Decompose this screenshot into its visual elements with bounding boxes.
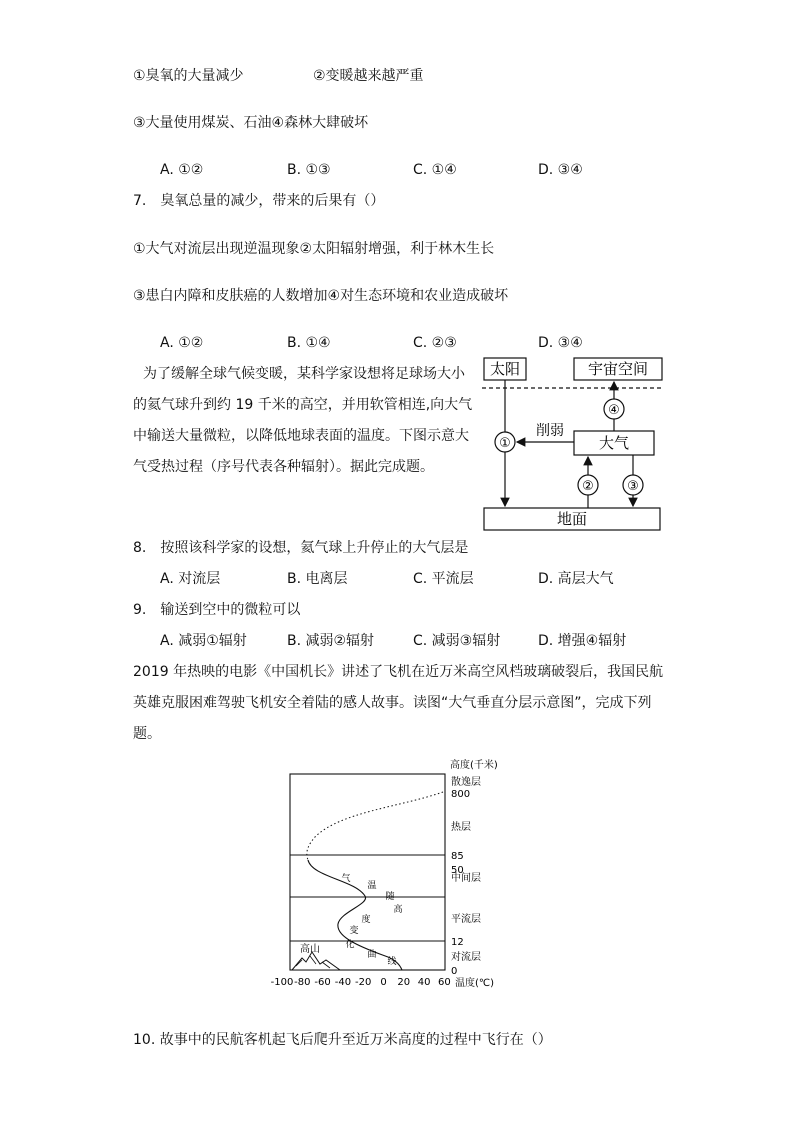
mountain-label: 高山: [300, 944, 320, 955]
passage-1-line: 的氦气球升到约 19 千米的高空，并用软管相连,向大气: [133, 397, 473, 413]
q9-stem: 9. 输送到空中的微粒可以: [133, 602, 301, 618]
q6-option-d[interactable]: D. ③④: [538, 162, 583, 178]
radiation-1-label: ①: [499, 436, 511, 451]
temperature-curve-dotted: [307, 792, 443, 860]
curve-label-char: 随: [385, 892, 395, 902]
q6-item-2: ②变暖越来越严重: [313, 68, 424, 84]
x-tick-label: -20: [355, 977, 372, 988]
height-axis-title: 高度(千米): [450, 760, 498, 771]
curve-label-char: 温: [367, 881, 377, 891]
height-tick-label: 50: [451, 865, 464, 876]
passage-2-line: 2019 年热映的电影《中国机长》讲述了飞机在近万米高空风档玻璃破裂后，我国民航: [133, 664, 664, 680]
temperature-axis-title: 温度(℃): [455, 978, 495, 989]
weaken-label: 削弱: [536, 423, 564, 439]
passage-1-line: 为了缓解全球气候变暖，某科学家设想将足球场大小: [143, 366, 465, 382]
x-tick-label: -60: [314, 977, 331, 988]
space-label: 宇宙空间: [587, 360, 649, 378]
q8-option-a[interactable]: A. 对流层: [160, 571, 221, 587]
passage-2-line: 题。: [133, 726, 161, 742]
q8-option-d[interactable]: D. 高层大气: [538, 571, 614, 587]
q6-option-b[interactable]: B. ①③: [287, 162, 331, 178]
q7-stem: 7. 臭氧总量的减少，带来的后果有（）: [133, 193, 385, 209]
curve-label-char: 曲: [367, 950, 377, 960]
q9-option-b[interactable]: B. 减弱②辐射: [287, 633, 375, 649]
passage-1-line: 中输送大量微粒，以降低地球表面的温度。下图示意大: [133, 428, 469, 444]
curve-label-char: 气: [341, 874, 351, 884]
radiation-3-label: ③: [627, 479, 639, 494]
layer-label: 散逸层: [451, 777, 481, 788]
height-tick-label: 12: [451, 937, 464, 948]
x-tick-label: -40: [334, 977, 352, 988]
q7-option-a[interactable]: A. ①②: [160, 335, 204, 351]
q8-option-b[interactable]: B. 电离层: [287, 571, 348, 587]
height-tick-label: 85: [451, 851, 464, 862]
layer-labels: [451, 775, 481, 977]
atmosphere-label: 大气: [598, 434, 630, 452]
q10-stem: 10. 故事中的民航客机起飞后爬升至近万米高度的过程中飞行在（）: [133, 1032, 552, 1048]
atmosphere-heating-diagram: [478, 352, 668, 532]
q7-option-d[interactable]: D. ③④: [538, 335, 583, 351]
curve-label-char: 化: [345, 940, 355, 950]
q8-option-c[interactable]: C. 平流层: [413, 571, 474, 587]
q6-option-c[interactable]: C. ①④: [413, 162, 457, 178]
temperature-curve: [308, 860, 402, 970]
q8-stem: 8. 按照该科学家的设想，氦气球上升停止的大气层是: [133, 540, 469, 556]
layer-label: 中间层: [451, 873, 481, 884]
q7-items-1-2: ①大气对流层出现逆温现象②太阳辐射增强，利于林木生长: [133, 241, 495, 257]
curve-label-char: 高: [393, 905, 403, 915]
ground-label: 地面: [556, 510, 588, 528]
passage-1-line: 气受热过程（序号代表各种辐射）。据此完成题。: [133, 459, 434, 475]
atmosphere-layers-chart: [270, 752, 520, 992]
curve-label-char: 变: [349, 926, 359, 936]
curve-label: [341, 872, 402, 967]
x-tick-label: 0: [380, 977, 387, 988]
x-tick-label: 20: [397, 977, 411, 988]
layer-label: 平流层: [451, 914, 481, 925]
layer-label: 热层: [451, 822, 471, 833]
q6-option-a[interactable]: A. ①②: [160, 162, 204, 178]
layer-label: 对流层: [451, 952, 481, 963]
x-tick-label: 40: [417, 977, 431, 988]
q6-items-3-4: ③大量使用煤炭、石油④森林大肆破坏: [133, 115, 369, 131]
q9-option-d[interactable]: D. 增强④辐射: [538, 633, 627, 649]
curve-label-char: 度: [361, 915, 371, 925]
x-tick-label: -80: [294, 977, 311, 988]
passage-2-line: 英雄克服困难驾驶飞机安全着陆的感人故事。读图“大气垂直分层示意图”，完成下列: [133, 695, 652, 711]
q9-option-c[interactable]: C. 减弱③辐射: [413, 633, 501, 649]
x-tick-label: -100: [270, 977, 294, 988]
x-tick-label: 60: [438, 977, 451, 988]
q6-item-1: ①臭氧的大量减少: [133, 68, 244, 84]
q7-option-b[interactable]: B. ①④: [287, 335, 331, 351]
q7-option-c[interactable]: C. ②③: [413, 335, 457, 351]
height-tick-label: 0: [451, 966, 458, 977]
q7-items-3-4: ③患白内障和皮肤癌的人数增加④对生态环境和农业造成破坏: [133, 288, 509, 304]
sun-label: 太阳: [489, 360, 521, 378]
curve-label-char: 线: [387, 957, 397, 967]
radiation-4-label: ④: [608, 403, 620, 418]
q9-option-a[interactable]: A. 减弱①辐射: [160, 633, 247, 649]
height-tick-label: 800: [451, 789, 471, 800]
temperature-ticks: [271, 977, 451, 988]
radiation-2-label: ②: [582, 479, 594, 494]
